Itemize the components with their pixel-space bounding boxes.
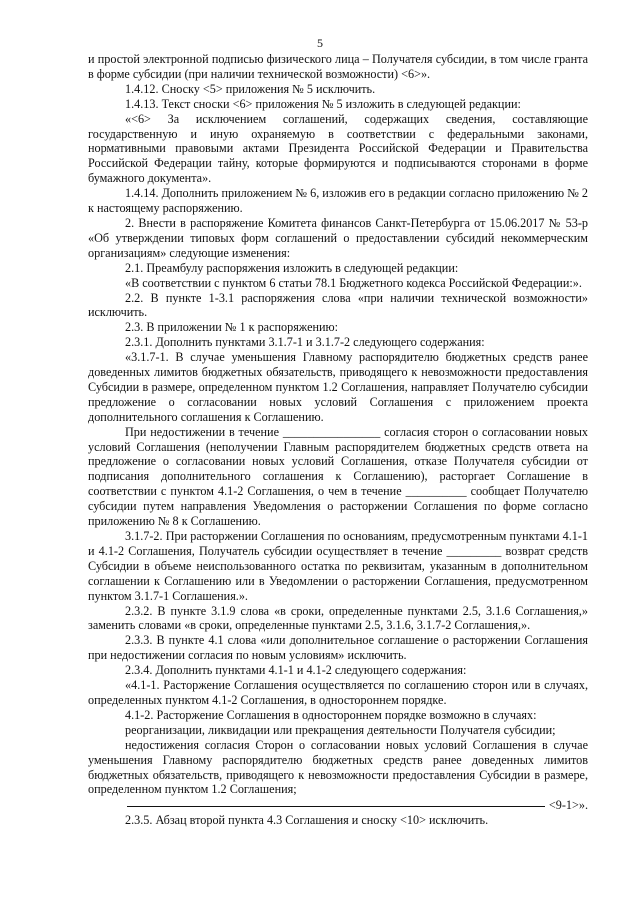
paragraph: 4.1-2. Расторжение Соглашения в одностороннем порядке возможно в случаях: bbox=[125, 707, 537, 722]
paragraph: При недостижении в течение ________________ согласия сторон о согласовании новых условий Соглашения (неполучении Главным распорядителем бюджетных средств ответа на предложение о согласовании новых условий Соглашения, отказе Получателя субсидии от подписания дополнительного соглашения к Соглашению), расторгает Соглашение в соответствии с пунктом 4.1-2 Соглашения, о чем в течение __________ сообщает Получателю субсидии путем направления Уведомления о расторжении Соглашения по форме согласно приложению № 8 к Соглашению. bbox=[88, 424, 588, 529]
paragraph: 1.4.14. Дополнить приложением № 6, изложив его в редакции согласно приложению № 2 к настоящему распоряжению. bbox=[88, 186, 588, 216]
paragraph: 2.3.2. В пункте 3.1.9 слова «в сроки, определенные пунктами 2.5, 3.1.6 Соглашения,» заменить словами «в сроки, определенные пунктами 2.5, 3.1.6, 3.1.7-2 Соглашения,». bbox=[88, 603, 588, 633]
page-number: 5 bbox=[317, 36, 323, 50]
paragraph: 1.4.12. Сноску <5> приложения № 5 исключить. bbox=[125, 81, 376, 96]
paragraph: «В соответствии с пунктом 6 статьи 78.1 Бюджетного кодекса Российской Федерации:». bbox=[125, 275, 582, 290]
paragraph: 2.1. Преамбулу распоряжения изложить в следующей редакции: bbox=[125, 260, 459, 275]
paragraph: и простой электронной подписью физического лица – Получателя субсидии, в том числе гранта в форме субсидии (при наличии технической возможности) <6>». bbox=[88, 52, 588, 81]
paragraph: 2.3.3. В пункте 4.1 слова «или дополнительное соглашение о расторжении Соглашения при недостижении согласия по новым условиям» исключить. bbox=[88, 633, 588, 663]
paragraph: «3.1.7-1. В случае уменьшения Главному распорядителю бюджетных средств ранее доведенных лимитов бюджетных обязательств, приводящего к невозможности предоставления Субсидии в размере, определенном пунктом 1.2 Соглашения, направляет Получателю субсидии предложение о согласовании новых условий Соглашения с приложением проекта дополнительного соглашения к Соглашению. bbox=[88, 350, 588, 424]
paragraph: реорганизации, ликвидации или прекращения деятельности Получателя субсидии; bbox=[125, 722, 556, 737]
footnote-marker: <9-1>». bbox=[548, 798, 588, 813]
paragraph: 2.2. В пункте 1-3.1 распоряжения слова «при наличии технической возможности» исключить. bbox=[88, 290, 588, 320]
document-body bbox=[88, 52, 588, 828]
paragraph: 2. Внести в распоряжение Комитета финансов Санкт-Петербурга от 15.06.2017 № 53-р «Об утверждении типовых форм соглашений о предоставлении субсидий некоммерческим организациям» следующие изменения: bbox=[88, 215, 588, 260]
paragraph: «<6> За исключением соглашений, содержащих сведения, составляющие государственную и иную охраняемую в соответствии с федеральными законами, нормативными правовыми актами Президента Российской Федерации и Правительства Российской Федерации тайну, которые формируются и подписываются сторонами в форме бумажного документа». bbox=[88, 111, 588, 186]
paragraph: 2.3.5. Абзац второй пункта 4.3 Соглашения и сноску <10> исключить. bbox=[125, 813, 489, 828]
paragraph: 1.4.13. Текст сноски <6> приложения № 5 изложить в следующей редакции: bbox=[125, 96, 521, 111]
paragraph: недостижения согласия Сторон о согласовании новых условий Соглашения в случае уменьшения Главному распорядителю бюджетных средств ранее доведенных лимитов бюджетных обязательств, приводящего к невозможности предоставления Субсидии в размере, определенном пунктом 1.2 Соглашения; bbox=[88, 737, 588, 797]
blank-rule bbox=[127, 806, 545, 807]
footnote-marker-line bbox=[88, 798, 588, 813]
paragraph: 3.1.7-2. При расторжении Соглашения по основаниям, предусмотренным пунктами 4.1-1 и 4.1-2 Соглашения, Получатель субсидии осуществляет в течение _________ возврат средств Субсидии в объеме неиспользованного остатка по реквизитам, указанным в дополнительном соглашении к Соглашению или в Уведомлении о расторжении Соглашения, предусмотренном пунктом 3.1.7-1 Соглашения.». bbox=[88, 529, 588, 603]
paragraph: «4.1-1. Расторжение Соглашения осуществляется по соглашению сторон или в случаях, определенных пунктом 4.1-2 Соглашения, в одностороннем порядке. bbox=[88, 678, 588, 707]
paragraph: 2.3.1. Дополнить пунктами 3.1.7-1 и 3.1.7-2 следующего содержания: bbox=[125, 335, 485, 350]
paragraph: 2.3. В приложении № 1 к распоряжению: bbox=[125, 320, 339, 335]
paragraph: 2.3.4. Дополнить пунктами 4.1-1 и 4.1-2 следующего содержания: bbox=[125, 663, 467, 678]
